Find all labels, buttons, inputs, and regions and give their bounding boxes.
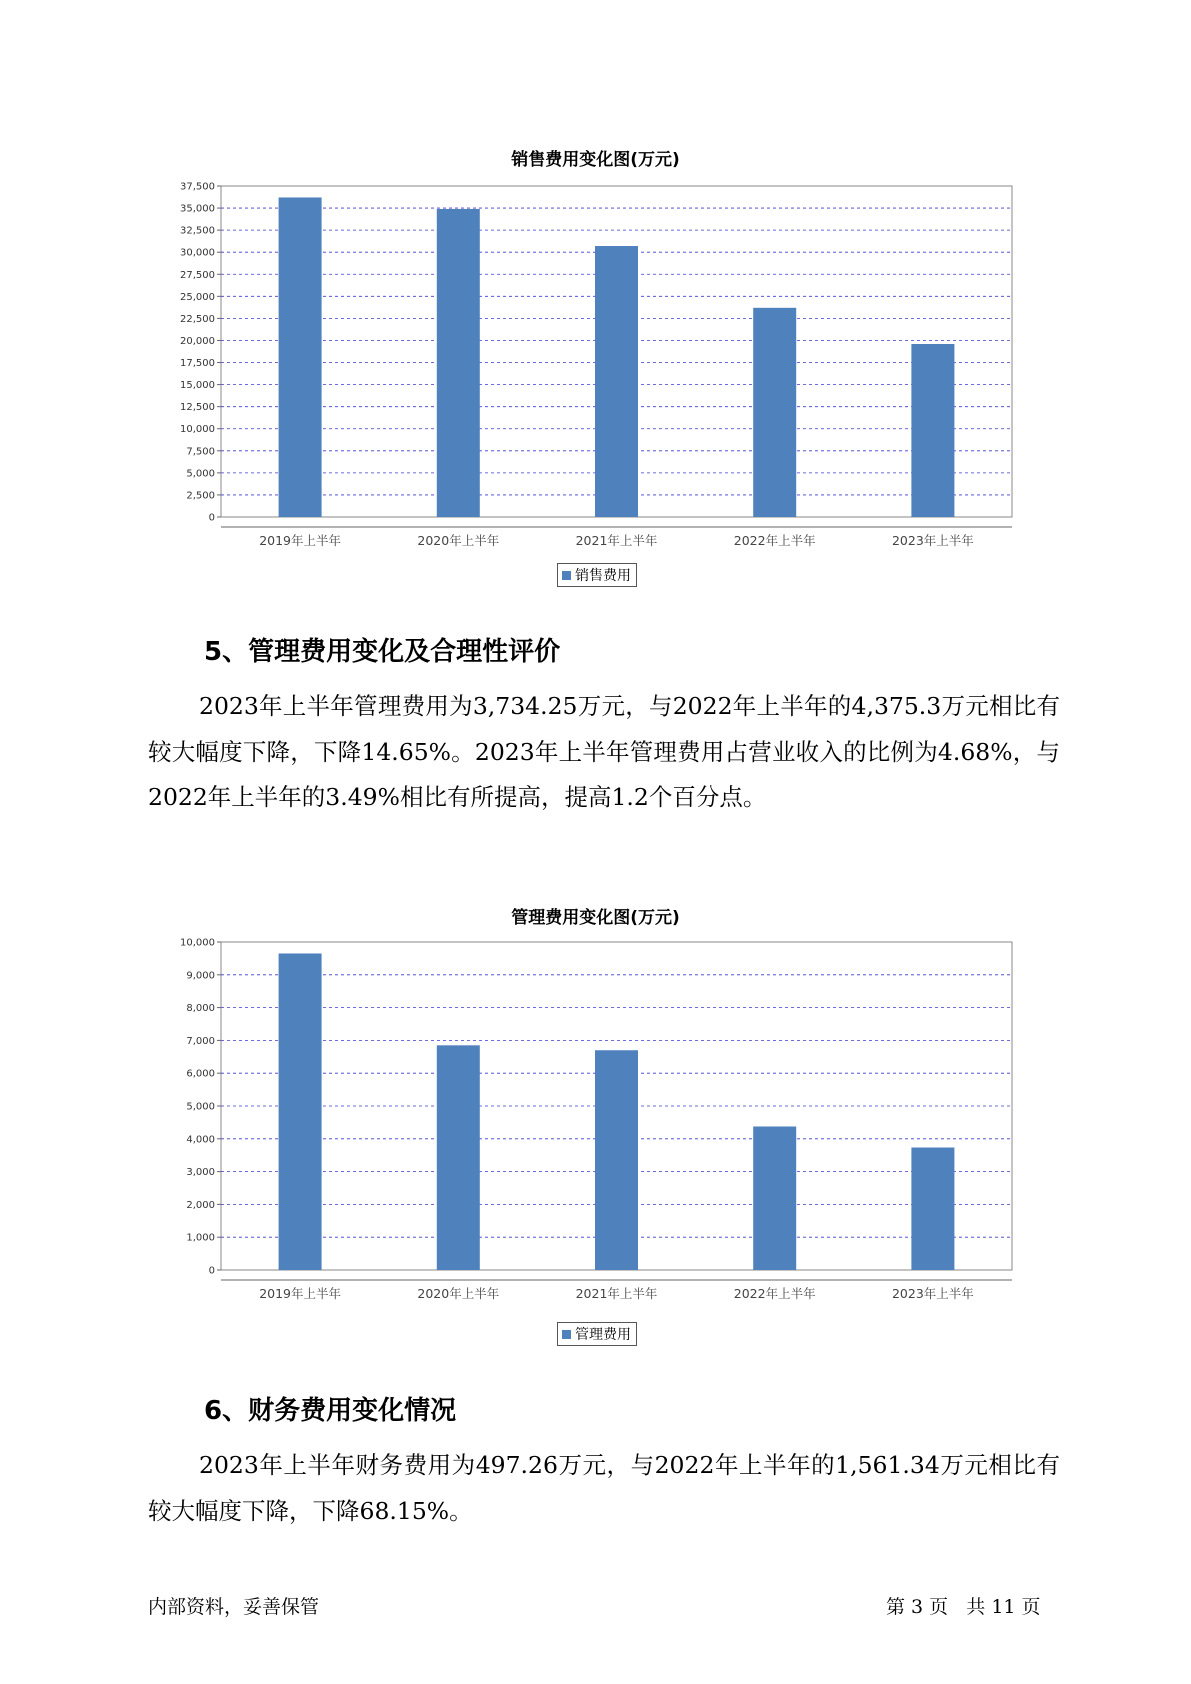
- y-tick-label: 30,000: [180, 247, 215, 259]
- y-tick-label: 35,000: [180, 203, 215, 215]
- y-tick-label: 25,000: [180, 291, 215, 303]
- y-tick-label: 17,500: [180, 358, 215, 370]
- y-tick-label: 2,000: [186, 1199, 215, 1211]
- bar: [279, 953, 322, 1270]
- y-tick-label: 2,500: [186, 490, 215, 502]
- y-tick-label: 22,500: [180, 313, 215, 325]
- y-tick-label: 37,500: [180, 181, 215, 193]
- bar: [437, 1045, 480, 1270]
- y-tick-label: 15,000: [180, 380, 215, 392]
- y-tick-label: 1,000: [186, 1232, 215, 1244]
- y-tick-label: 32,500: [180, 225, 215, 237]
- footer-left: 内部资料，妥善保管: [148, 1596, 320, 1618]
- y-tick-label: 7,500: [186, 446, 215, 458]
- section-paragraph: 2023年上半年管理费用为3,734.25万元，与2022年上半年的4,375.3万元相比有较大幅度下降，下降14.65%。2023年上半年管理费用占营业收入的比例为4.68%，与2022年上半年的3.49%相比有所提高，提高1.2个百分点。: [148, 692, 1060, 811]
- chart-title: 管理费用变化图(万元): [511, 908, 680, 928]
- chart-legend: [557, 1322, 637, 1346]
- y-tick-label: 12,500: [180, 402, 215, 414]
- x-tick-label: 2021年上半年: [575, 1286, 658, 1301]
- y-tick-label: 3,000: [186, 1167, 215, 1179]
- legend-swatch: [562, 1330, 571, 1339]
- x-tick-label: 2019年上半年: [259, 533, 342, 548]
- y-tick-label: 10,000: [180, 937, 215, 949]
- y-tick-label: 9,000: [186, 970, 215, 982]
- y-tick-label: 5,000: [186, 1101, 215, 1113]
- x-tick-label: 2022年上半年: [733, 533, 816, 548]
- legend-label: 管理费用: [575, 1327, 631, 1343]
- bar: [753, 1126, 796, 1270]
- x-tick-label: 2021年上半年: [575, 533, 658, 548]
- y-tick-label: 20,000: [180, 335, 215, 347]
- section-paragraph: 2023年上半年财务费用为497.26万元，与2022年上半年的1,561.34万元相比有较大幅度下降，下降68.15%。: [148, 1451, 1060, 1525]
- x-tick-label: 2023年上半年: [891, 1286, 974, 1301]
- section-heading: 6、财务费用变化情况: [204, 1396, 457, 1426]
- x-tick-label: 2022年上半年: [733, 1286, 816, 1301]
- y-tick-label: 8,000: [186, 1003, 215, 1015]
- y-tick-label: 27,500: [180, 269, 215, 281]
- y-tick-label: 4,000: [186, 1134, 215, 1146]
- x-tick-label: 2023年上半年: [891, 533, 974, 548]
- bar: [595, 1050, 638, 1270]
- footer-page-number: 第 3 页 共 11 页: [886, 1596, 1041, 1618]
- chart-title: 销售费用变化图(万元): [511, 150, 680, 170]
- y-tick-label: 6,000: [186, 1068, 215, 1080]
- legend-label: 销售费用: [575, 568, 631, 584]
- y-tick-label: 7,000: [186, 1035, 215, 1047]
- y-tick-label: 0: [208, 512, 215, 524]
- y-tick-label: 10,000: [180, 424, 215, 436]
- x-tick-label: 2020年上半年: [417, 1286, 500, 1301]
- y-tick-label: 0: [208, 1265, 215, 1277]
- x-tick-label: 2020年上半年: [417, 533, 500, 548]
- y-tick-label: 5,000: [186, 468, 215, 480]
- bar: [911, 1148, 954, 1270]
- section-heading: 5、管理费用变化及合理性评价: [204, 637, 561, 667]
- x-tick-label: 2019年上半年: [259, 1286, 342, 1301]
